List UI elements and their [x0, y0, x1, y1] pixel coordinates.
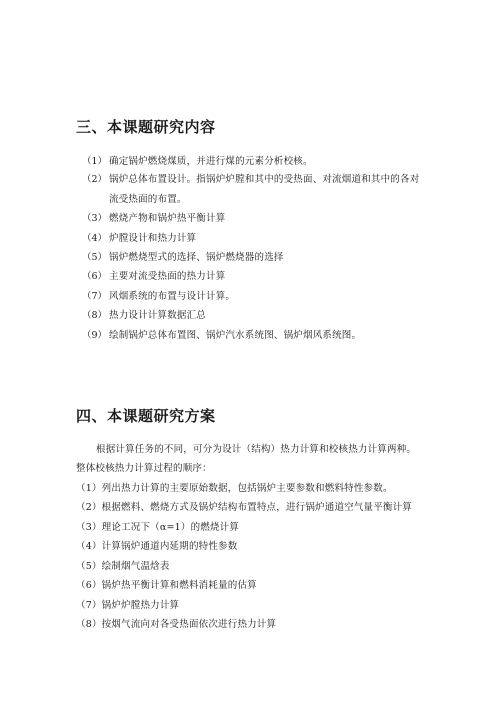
list-item: （8）按烟气流向对各受热面依次进行热力计算: [76, 619, 277, 630]
paragraph-line: 整体校核热力计算过程的顺序：: [76, 463, 212, 474]
item-text: 燃烧产物和锅炉热平衡计算: [109, 213, 226, 224]
item-number: （4）: [82, 233, 108, 244]
list-item: （5）绘制烟气温焓表: [76, 561, 170, 572]
list-item: （4）计算锅炉通道内延期的特性参数: [76, 541, 238, 552]
item-number: （3）: [82, 213, 108, 224]
item-number: （9）: [82, 330, 108, 341]
list-item: （3）理论工况下（α=1）的燃烧计算: [76, 522, 240, 533]
item-text: 风烟系统的布置与设计计算。: [109, 291, 236, 302]
item-text: 锅炉燃烧型式的选择、锅炉燃烧器的选择: [109, 252, 284, 263]
item-number: （1）: [82, 156, 108, 167]
item-text: 主要对流受热面的热力计算: [109, 271, 226, 282]
item-text: 炉膛设计和热力计算: [109, 233, 197, 244]
item-text: 热力设计计算数据汇总: [109, 310, 207, 321]
item-text: 确定锅炉燃烧煤质，并进行煤的元素分析校核。: [109, 156, 313, 167]
list-item: （1）列出热力计算的主要原始数据，包括锅炉主要参数和燃料特性参数。: [76, 483, 393, 494]
list-item: （6）锅炉热平衡计算和燃料消耗量的估算: [76, 580, 257, 591]
item-text: 锅炉总体布置设计。指锅炉炉膛和其中的受热面、对流烟道和其中的各对: [109, 174, 420, 185]
item-number: （6）: [82, 271, 108, 282]
list-item: （7）锅炉炉膛热力计算: [76, 600, 180, 611]
item-number: （5）: [82, 252, 108, 263]
item-number: （2）: [82, 174, 108, 185]
section-3-title: 三、本课题研究内容: [76, 118, 216, 136]
item-text-continued: 流受热面的布置。: [109, 194, 187, 205]
item-number: （8）: [82, 310, 108, 321]
item-number: （7）: [82, 291, 108, 302]
paragraph-line: 根据计算任务的不同，可分为设计（结构）热力计算和校核热力计算两种。: [96, 444, 417, 455]
item-text: 绘制锅炉总体布置图、锅炉汽水系统图、锅炉烟风系统图。: [109, 330, 362, 341]
section-4-title: 四、本课题研究方案: [76, 407, 216, 425]
list-item: （2）根据燃料、燃烧方式及锅炉结构布置特点，进行锅炉通道空气量平衡计算: [76, 502, 413, 513]
